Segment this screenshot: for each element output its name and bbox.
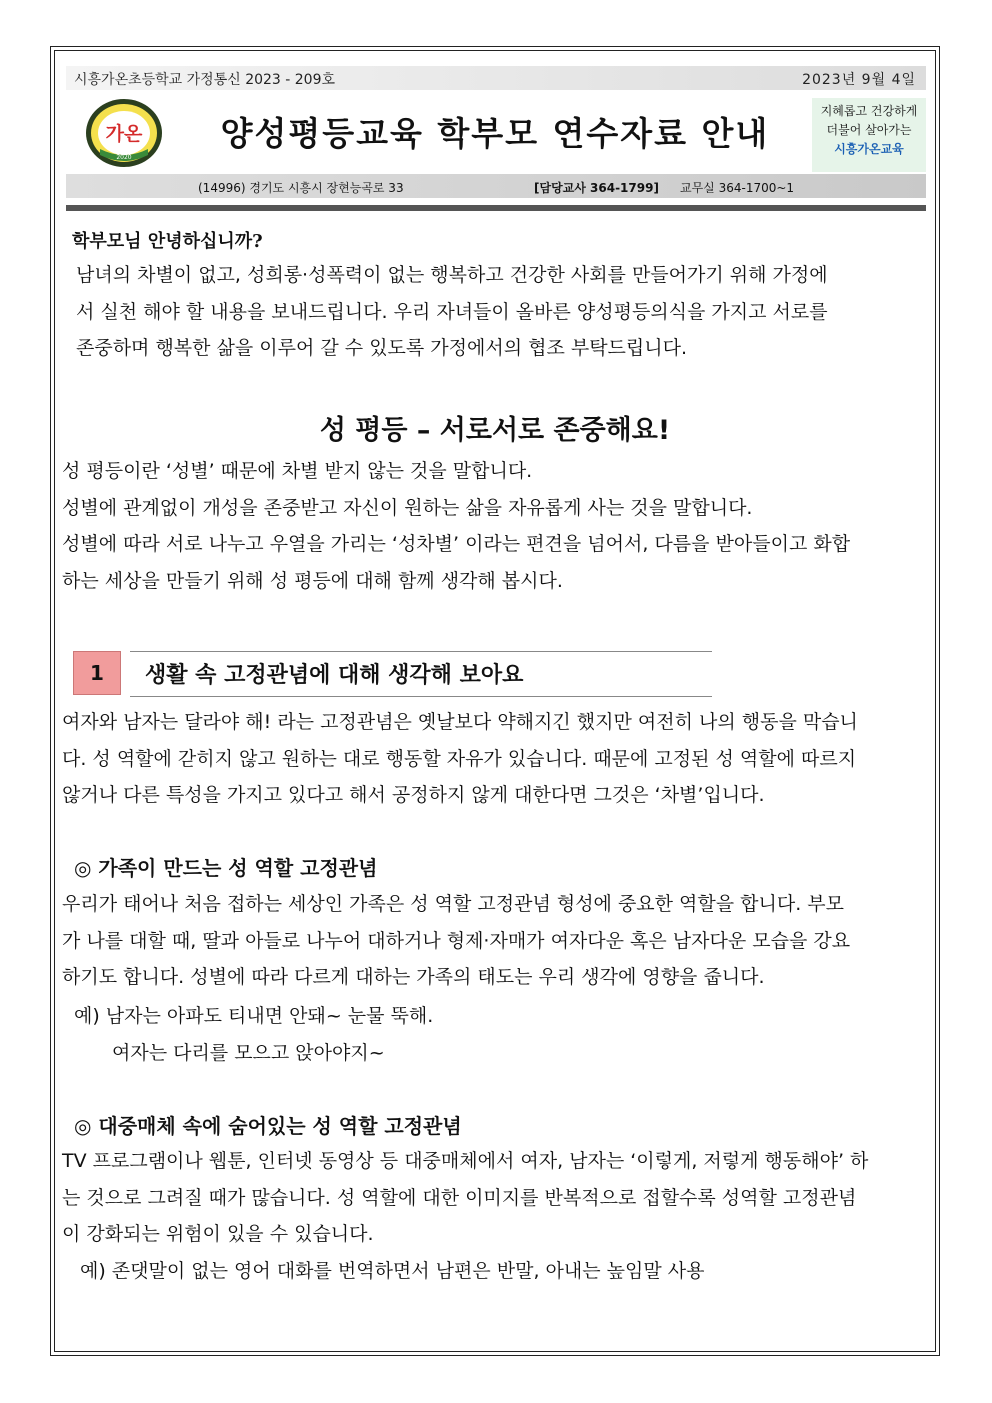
header-divider bbox=[66, 205, 926, 211]
intro-line-3: 존중하며 행복한 삶을 이루어 갈 수 있도록 가정에서의 협조 부탁드립니다. bbox=[76, 337, 688, 359]
family-line-1: 우리가 태어나 처음 접하는 세상인 가족은 성 역할 고정관념 형성에 중요한 역할을 합니다. 부모 bbox=[62, 893, 845, 915]
school-address: (14996) 경기도 시흥시 장현능곡로 33 bbox=[198, 181, 404, 195]
part-title-rule-bottom bbox=[130, 696, 712, 697]
family-paragraph bbox=[62, 886, 928, 996]
page-title: 양성평등교육 학부모 연수자료 안내 bbox=[220, 114, 770, 153]
part-title: 생활 속 고정관념에 대해 생각해 보아요 bbox=[145, 663, 524, 688]
family-example-2: 여자는 다리를 모으고 앉아야지~ bbox=[112, 1042, 385, 1064]
intro-paragraph bbox=[76, 257, 938, 367]
slogan-line-2: 더불어 살아가는 bbox=[826, 123, 912, 137]
section-line-1: 성 평등이란 ‘성별’ 때문에 차별 받지 않는 것을 말합니다. bbox=[62, 460, 533, 482]
newsletter-date: 2023년 9월 4일 bbox=[802, 72, 916, 88]
family-example-1: 예) 남자는 아파도 티내면 안돼~ 눈물 뚝해. bbox=[74, 1005, 434, 1027]
logo-text: 가온 bbox=[105, 123, 143, 145]
part1-line-1: 여자와 남자는 달라야 해! 라는 고정관념은 옛날보다 약해지긴 했지만 여전히 나의 행동을 막습니 bbox=[62, 711, 858, 733]
media-line-1: TV 프로그램이나 웹툰, 인터넷 동영상 등 대중매체에서 여자, 남자는 ‘이렇게, 저렇게 행동해야’ 하 bbox=[62, 1150, 869, 1172]
part1-paragraph bbox=[62, 704, 928, 814]
teacher-contact: [담당교사 364-1799] bbox=[534, 181, 659, 195]
section-line-4: 하는 세상을 만들기 위해 성 평등에 대해 함께 생각해 봅시다. bbox=[62, 569, 563, 592]
slogan-line-3: 시흥가온교육 bbox=[834, 142, 904, 156]
school-slogan bbox=[812, 98, 926, 172]
section-title: 성 평등 – 서로서로 존중해요! bbox=[319, 415, 671, 446]
media-heading: ◎ 대중매체 속에 숨어있는 성 역할 고정관념 bbox=[74, 1114, 462, 1138]
greeting: 학부모님 안녕하십니까? bbox=[72, 231, 263, 252]
family-line-2: 가 나를 대할 때, 딸과 아들로 나누어 대하거나 형제·자매가 여자다운 혹은 남자다운 모습을 강요 bbox=[62, 929, 851, 952]
section-line-2: 성별에 관계없이 개성을 존중받고 자신이 원하는 삶을 자유롭게 사는 것을 말합니다. bbox=[62, 496, 753, 519]
header-info-bar bbox=[66, 66, 926, 90]
media-line-3: 이 강화되는 위험이 있을 수 있습니다. bbox=[62, 1223, 374, 1245]
part-number-badge: 1 bbox=[73, 651, 121, 695]
family-line-3: 하기도 합니다. 성별에 따라 다르게 대하는 가족의 태도는 우리 생각에 영향을 줍니다. bbox=[62, 966, 765, 988]
intro-line-2: 서 실천 해야 할 내용을 보내드립니다. 우리 자녀들이 올바른 양성평등의식을 가지고 서로를 bbox=[76, 300, 828, 323]
logo-year: 2020 bbox=[116, 154, 132, 161]
part-title-rule-top bbox=[130, 651, 712, 652]
newsletter-number: 시흥가온초등학교 가정통신 2023 - 209호 bbox=[74, 72, 336, 88]
media-example: 예) 존댓말이 없는 영어 대화를 번역하면서 남편은 반말, 아내는 높임말 사용 bbox=[80, 1260, 705, 1282]
school-logo-icon bbox=[84, 97, 164, 169]
slogan-line-1: 지혜롭고 건강하게 bbox=[820, 104, 918, 118]
section-line-3: 성별에 따라 서로 나누고 우열을 가리는 ‘성차별’ 이라는 편견을 넘어서, 다름을 받아들이고 화합 bbox=[62, 533, 851, 555]
intro-line-1: 남녀의 차별이 없고, 성희롱·성폭력이 없는 행복하고 건강한 사회를 만들어가기 위해 가정에 bbox=[76, 264, 828, 286]
section-paragraph bbox=[62, 453, 928, 599]
media-paragraph bbox=[62, 1143, 928, 1253]
part1-line-3: 않거나 다른 특성을 가지고 있다고 해서 공정하지 않게 대한다면 그것은 ‘차별’입니다. bbox=[62, 784, 765, 806]
address-bar bbox=[66, 174, 926, 198]
media-line-2: 는 것으로 그려질 때가 많습니다. 성 역할에 대한 이미지를 반복적으로 접할수록 성역할 고정관념 bbox=[62, 1186, 857, 1209]
office-contact: 교무실 364-1700~1 bbox=[680, 181, 795, 195]
part1-line-2: 다. 성 역할에 갇히지 않고 원하는 대로 행동할 자유가 있습니다. 때문에 고정된 성 역할에 따르지 bbox=[62, 747, 857, 770]
family-heading: ◎ 가족이 만드는 성 역할 고정관념 bbox=[74, 856, 378, 880]
